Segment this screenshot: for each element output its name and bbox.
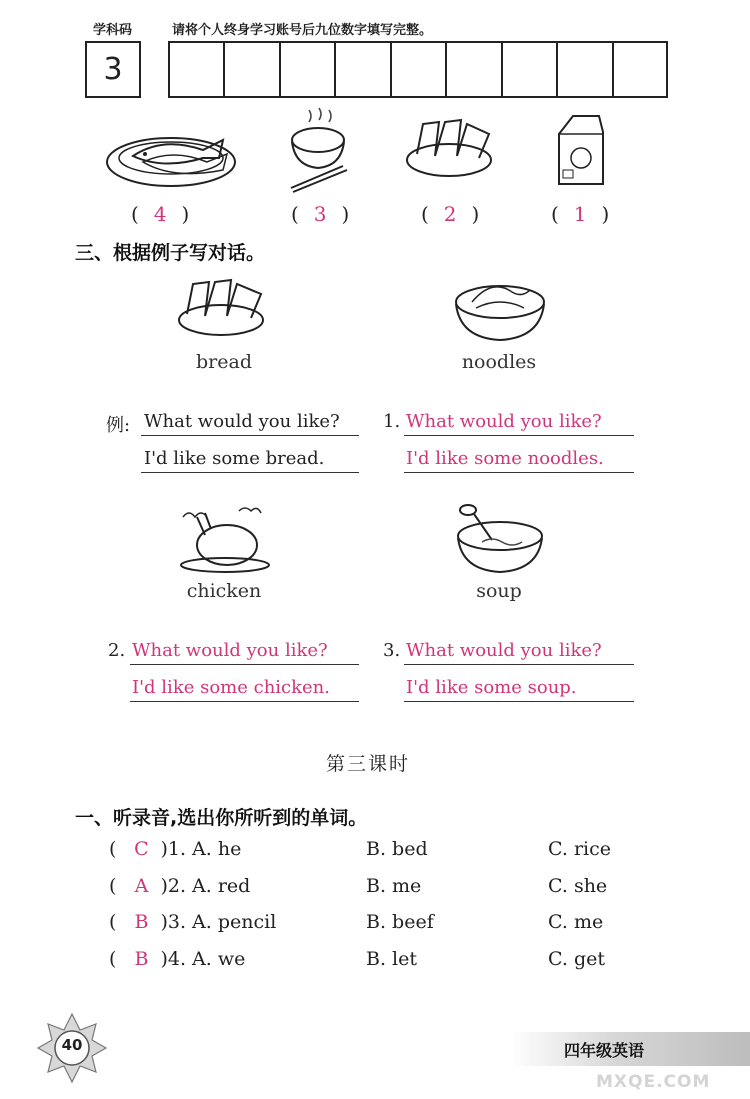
example-label: 例: bbox=[106, 415, 131, 436]
question-answer: A bbox=[134, 875, 149, 897]
option-c: C. rice bbox=[548, 838, 611, 860]
grid-divider bbox=[445, 43, 447, 96]
roast-chicken-icon bbox=[175, 505, 271, 575]
picture-answer-4: ( 1 ) bbox=[551, 202, 610, 226]
section-three-title: 三、根据例子写对话。 bbox=[75, 242, 266, 264]
word-chicken: chicken bbox=[186, 580, 262, 602]
noodle-bowl-icon bbox=[452, 268, 548, 344]
grid-divider bbox=[334, 43, 336, 96]
lesson-title: 第三课时 bbox=[326, 753, 411, 775]
rice-bowl-icon bbox=[283, 108, 353, 194]
picture-answer-3: ( 2 ) bbox=[421, 202, 480, 226]
subject-code-box bbox=[85, 41, 141, 98]
subject-code-value: 3 bbox=[103, 52, 123, 87]
answer-line bbox=[130, 701, 359, 702]
grid-divider bbox=[390, 43, 392, 96]
answer-line bbox=[404, 435, 634, 436]
item-3-question: What would you like? bbox=[406, 640, 602, 661]
option-a: A. red bbox=[192, 875, 251, 897]
example-question: What would you like? bbox=[144, 411, 340, 432]
grid-divider bbox=[556, 43, 558, 96]
option-b: B. bed bbox=[366, 838, 428, 860]
question-row: ( B )4. A. we bbox=[109, 948, 246, 970]
question-number: )4. bbox=[160, 948, 186, 970]
answer-line bbox=[130, 664, 359, 665]
account-instruction: 请将个人终身学习账号后九位数字填写完整。 bbox=[172, 23, 433, 38]
book-label: 四年级英语 bbox=[564, 1041, 645, 1060]
item-1-question: What would you like? bbox=[406, 411, 602, 432]
question-answer: C bbox=[134, 838, 149, 860]
fish-plate-icon bbox=[103, 118, 243, 190]
answer-value: 2 bbox=[443, 202, 457, 226]
page-number: 40 bbox=[61, 1036, 83, 1054]
question-row: ( C )1. A. he bbox=[109, 838, 242, 860]
question-answer: B bbox=[134, 948, 149, 970]
question-row: ( B )3. A. pencil bbox=[109, 911, 277, 933]
question-number: )2. bbox=[160, 875, 186, 897]
question-row: ( A )2. A. red bbox=[109, 875, 251, 897]
option-c: C. me bbox=[548, 911, 604, 933]
answer-line bbox=[141, 472, 359, 473]
grid-divider bbox=[223, 43, 225, 96]
item-number-1: 1. bbox=[383, 411, 401, 432]
picture-answer-2: ( 3 ) bbox=[291, 202, 350, 226]
answer-value: 3 bbox=[313, 202, 327, 226]
answer-line bbox=[404, 664, 634, 665]
option-c: C. she bbox=[548, 875, 608, 897]
answer-value: 1 bbox=[573, 202, 587, 226]
question-answer: B bbox=[134, 911, 149, 933]
subject-code-label: 学科码 bbox=[93, 23, 133, 38]
item-3-answer: I'd like some soup. bbox=[406, 677, 577, 698]
section-one-title: 一、听录音,选出你所听到的单词。 bbox=[75, 807, 368, 829]
grid-divider bbox=[501, 43, 503, 96]
bread-plate-icon bbox=[403, 114, 499, 182]
item-2-question: What would you like? bbox=[132, 640, 328, 661]
watermark-text: MXQE.COM bbox=[596, 1072, 711, 1092]
word-soup: soup bbox=[476, 580, 522, 602]
answer-line bbox=[141, 435, 359, 436]
option-a: A. pencil bbox=[192, 911, 277, 933]
item-2-answer: I'd like some chicken. bbox=[132, 677, 330, 698]
item-1-answer: I'd like some noodles. bbox=[406, 448, 604, 469]
question-number: )1. bbox=[160, 838, 186, 860]
bread-plate-icon bbox=[175, 272, 271, 340]
option-c: C. get bbox=[548, 948, 605, 970]
milk-carton-icon bbox=[553, 112, 609, 188]
item-number-3: 3. bbox=[383, 640, 401, 661]
answer-line bbox=[404, 472, 634, 473]
option-a: A. he bbox=[192, 838, 242, 860]
grid-divider bbox=[612, 43, 614, 96]
question-number: )3. bbox=[160, 911, 186, 933]
picture-answer-1: ( 4 ) bbox=[131, 202, 190, 226]
answer-line bbox=[404, 701, 634, 702]
option-b: B. let bbox=[366, 948, 417, 970]
option-b: B. beef bbox=[366, 911, 434, 933]
word-bread: bread bbox=[196, 351, 252, 373]
example-answer: I'd like some bread. bbox=[144, 448, 325, 469]
soup-bowl-icon bbox=[452, 500, 548, 576]
option-b: B. me bbox=[366, 875, 422, 897]
answer-value: 4 bbox=[153, 202, 167, 226]
option-a: A. we bbox=[192, 948, 246, 970]
account-number-grid bbox=[168, 41, 668, 98]
word-noodles: noodles bbox=[461, 351, 537, 373]
item-number-2: 2. bbox=[108, 640, 126, 661]
grid-divider bbox=[279, 43, 281, 96]
